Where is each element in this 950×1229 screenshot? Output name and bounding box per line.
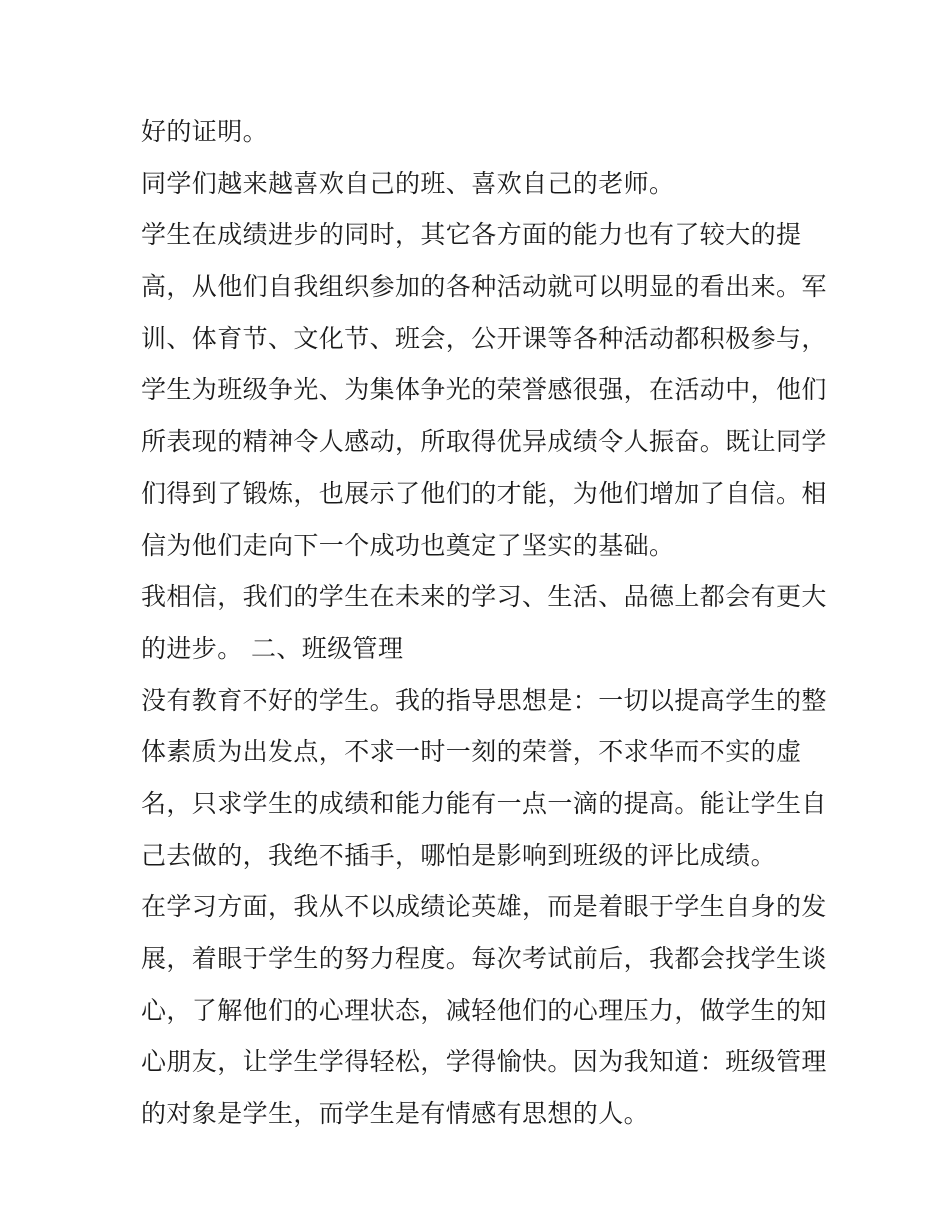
text-line: 学生在成绩进步的同时，其它各方面的能力也有了较大的提	[141, 220, 802, 250]
text-line: 们得到了锻炼，也展示了他们的才能，为他们增加了自信。相	[141, 478, 827, 508]
text-line: 我相信，我们的学生在未来的学习、生活、品德上都会有更大	[141, 582, 827, 612]
text-line: 没有教育不好的学生。我的指导思想是：一切以提高学生的整	[141, 685, 827, 715]
text-line: 高，从他们自我组织参加的各种活动就可以明显的看出来。军	[141, 272, 827, 302]
text-line: 训、体育节、文化节、班会，公开课等各种活动都积极参与，	[141, 323, 827, 353]
text-line: 名，只求学生的成绩和能力能有一点一滴的提高。能让学生自	[141, 788, 827, 818]
text-line: 的对象是学生，而学生是有情感有思想的人。	[141, 1099, 650, 1129]
text-line: 心朋友，让学生学得轻松，学得愉快。因为我知道：班级管理	[141, 1047, 827, 1077]
text-line: 信为他们走向下一个成功也奠定了坚实的基础。	[141, 530, 675, 560]
text-line: 在学习方面，我从不以成绩论英雄，而是着眼于学生自身的发	[141, 892, 827, 922]
text-line: 所表现的精神令人感动，所取得优异成绩令人振奋。既让同学	[141, 427, 827, 457]
text-line: 己去做的，我绝不插手，哪怕是影响到班级的评比成绩。	[141, 840, 777, 870]
section-heading-line: 的进步。 二、班级管理	[141, 633, 404, 663]
text-line: 好的证明。	[141, 117, 269, 146]
text-line: 同学们越来越喜欢自己的班、喜欢自己的老师。	[141, 168, 675, 198]
text-line: 体素质为出发点，不求一时一刻的荣誉，不求华而不实的虚	[141, 737, 802, 767]
text-line: 心，了解他们的心理状态，减轻他们的心理压力，做学生的知	[141, 995, 827, 1025]
text-line: 展，着眼于学生的努力程度。每次考试前后，我都会找学生谈	[141, 944, 827, 973]
body-text	[141, 106, 827, 1140]
text-line: 学生为班级争光、为集体争光的荣誉感很强，在活动中，他们	[141, 375, 827, 405]
